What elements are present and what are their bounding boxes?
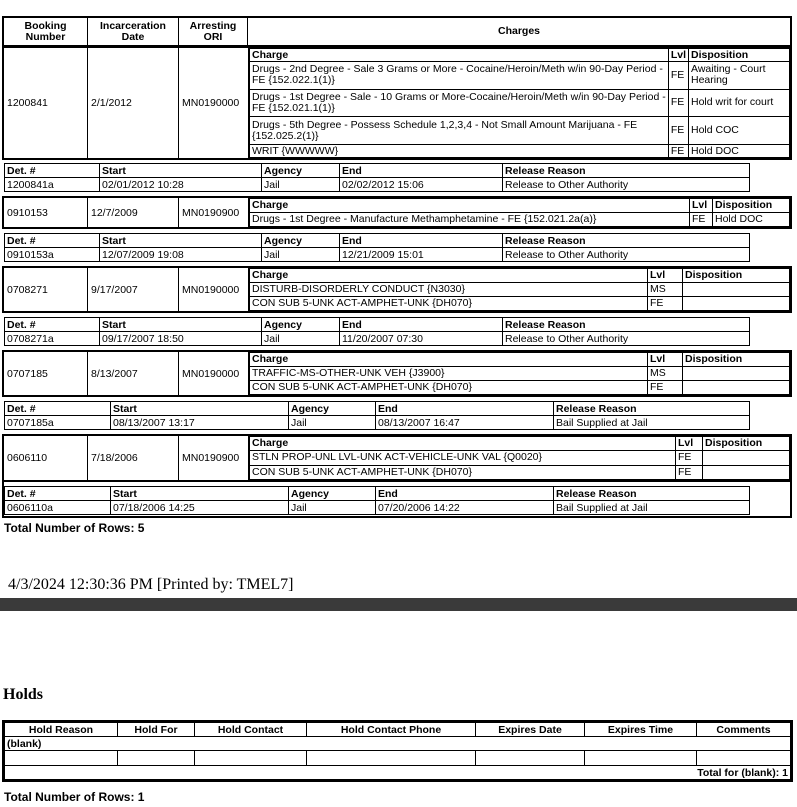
- arresting-ori: MN0190900: [182, 452, 240, 464]
- holds-table: Hold Reason Hold For Hold Contact Hold Contact Phone Expires Date Expires Time Comments (blank) Total for (blank): 1: [2, 720, 793, 782]
- booking-number: 0707185: [4, 352, 88, 395]
- header-booking-number: Booking Number: [4, 18, 88, 45]
- detention-row: 0910153a 12/07/2009 19:08 Jail 12/21/2009 15:01 Release to Other Authority: [5, 248, 750, 262]
- incarceration-date: 2/1/2012: [88, 48, 179, 158]
- charge-row: Drugs - 1st Degree - Sale - 10 Grams or More-Cocaine/Heroin/Meth w/in 90-Day Period - FE {152.021.1(1)} FE Hold writ for court: [250, 89, 790, 117]
- detention-row: 1200841a 02/01/2012 10:28 Jail 02/02/2012 15:06 Release to Other Authority: [5, 178, 750, 192]
- booking-number: 1200841: [4, 48, 88, 158]
- incarceration-date: 9/17/2007: [88, 268, 179, 311]
- holds-title: Holds: [3, 686, 44, 703]
- lvl-col: Lvl: [668, 49, 688, 62]
- charge-row: CON SUB 5-UNK ACT-AMPHET-UNK {DH070} FE: [250, 297, 790, 311]
- charge-row: TRAFFIC-MS-OTHER-UNK VEH {J3900} MS: [250, 367, 790, 381]
- header-charges: Charges: [497, 25, 540, 37]
- holds-group-total: Total for (blank): 1: [5, 766, 791, 780]
- detention-table: Det. # Start Agency End Release Reason 0606110a 07/18/2006 14:25 Jail 07/20/2006 14:22 Bail Supplied at Jail: [4, 486, 750, 515]
- holds-total-rows: Total Number of Rows: 1: [4, 790, 145, 804]
- charge-row: DISTURB-DISORDERLY CONDUCT {N3030} MS: [250, 283, 790, 297]
- detention-row: 0606110a 07/18/2006 14:25 Jail 07/20/2006 14:22 Bail Supplied at Jail: [5, 501, 750, 515]
- arresting-ori: MN0190000: [182, 97, 240, 109]
- detention-row: 0707185a 08/13/2007 13:17 Jail 08/13/2007 16:47 Bail Supplied at Jail: [5, 416, 750, 430]
- booking-number: 0708271: [4, 268, 88, 311]
- bookings-table-header: [2, 16, 792, 47]
- header-arresting-ori: Arresting ORI: [179, 18, 248, 45]
- charge-col: Charge: [250, 49, 669, 62]
- arresting-ori: MN0190000: [182, 283, 240, 296]
- incarceration-date: 7/18/2006: [88, 436, 179, 480]
- charge-row: CON SUB 5-UNK ACT-AMPHET-UNK {DH070} FE: [250, 381, 790, 395]
- charge-row: WRIT {WWWWW} FE Hold DOC: [250, 145, 790, 158]
- booking-row: [2, 46, 792, 160]
- detention-table: Det. # Start Agency End Release Reason 1200841a 02/01/2012 10:28 Jail 02/02/2012 15:06 Release to Other Authority: [4, 163, 750, 192]
- charge-row: CON SUB 5-UNK ACT-AMPHET-UNK {DH070} FE: [250, 465, 790, 479]
- holds-group: (blank): [5, 737, 791, 751]
- disposition-col: Disposition: [689, 49, 790, 62]
- charges-table: Charge Lvl Disposition DISTURB-DISORDERLY CONDUCT {N3030} MS CON SUB 5-UNK ACT-AMPHET-UNK {DH070} FE: [248, 268, 790, 311]
- bookings-table-bottom-border: [2, 482, 792, 518]
- header-incarceration-date: Incarceration Date: [88, 18, 179, 45]
- charges-table: [248, 48, 790, 158]
- charge-row: Drugs - 5th Degree - Possess Schedule 1,2,3,4 - Not Small Amount Marijuana - FE {152.025.2(1)} FE Hold COC: [250, 117, 790, 145]
- printed-footer: 4/3/2024 12:30:36 PM [Printed by: TMEL7]: [8, 576, 294, 593]
- booking-number: 0606110: [4, 436, 88, 480]
- charges-table: Charge Lvl Disposition Drugs - 1st Degree - Manufacture Methamphetamine - FE {152.021.2a(a)} FE Hold DOC: [248, 198, 790, 227]
- total-rows: Total Number of Rows: 5: [4, 521, 145, 535]
- detention-table: Det. # Start Agency End Release Reason 0708271a 09/17/2007 18:50 Jail 11/20/2007 07:30 Release to Other Authority: [4, 317, 750, 346]
- detention-table: Det. # Start Agency End Release Reason 0910153a 12/07/2009 19:08 Jail 12/21/2009 15:01 Release to Other Authority: [4, 233, 750, 262]
- charge-row: STLN PROP-UNL LVL-UNK ACT-VEHICLE-UNK VAL {Q0020} FE: [250, 451, 790, 465]
- booking-row: [2, 434, 792, 482]
- holds-row: [5, 751, 791, 766]
- charge-row: Drugs - 2nd Degree - Sale 3 Grams or More - Cocaine/Heroin/Meth w/in 90-Day Period - FE {152.022.1(1)} FE Awaiting - Court Hearing: [250, 62, 790, 90]
- arresting-ori: MN0190900: [182, 206, 240, 219]
- page-divider: [0, 598, 797, 611]
- booking-row: [2, 350, 792, 397]
- incarceration-date: 8/13/2007: [88, 352, 179, 395]
- incarceration-date: 12/7/2009: [88, 198, 179, 227]
- charges-table: Charge Lvl Disposition STLN PROP-UNL LVL-UNK ACT-VEHICLE-UNK VAL {Q0020} FE CON SUB 5-UNK ACT-AMPHET-UNK {DH070} FE: [248, 436, 790, 480]
- detention-table: Det. # Start Agency End Release Reason 0707185a 08/13/2007 13:17 Jail 08/13/2007 16:47 Bail Supplied at Jail: [4, 401, 750, 430]
- charge-row: Drugs - 1st Degree - Manufacture Methamphetamine - FE {152.021.2a(a)} FE Hold DOC: [250, 213, 790, 227]
- booking-number: 0910153: [4, 198, 88, 227]
- detention-row: 0708271a 09/17/2007 18:50 Jail 11/20/2007 07:30 Release to Other Authority: [5, 332, 750, 346]
- booking-row: [2, 196, 792, 229]
- charges-table: Charge Lvl Disposition TRAFFIC-MS-OTHER-UNK VEH {J3900} MS CON SUB 5-UNK ACT-AMPHET-UNK {DH070} FE: [248, 352, 790, 395]
- booking-row: [2, 266, 792, 313]
- arresting-ori: MN0190000: [182, 367, 240, 380]
